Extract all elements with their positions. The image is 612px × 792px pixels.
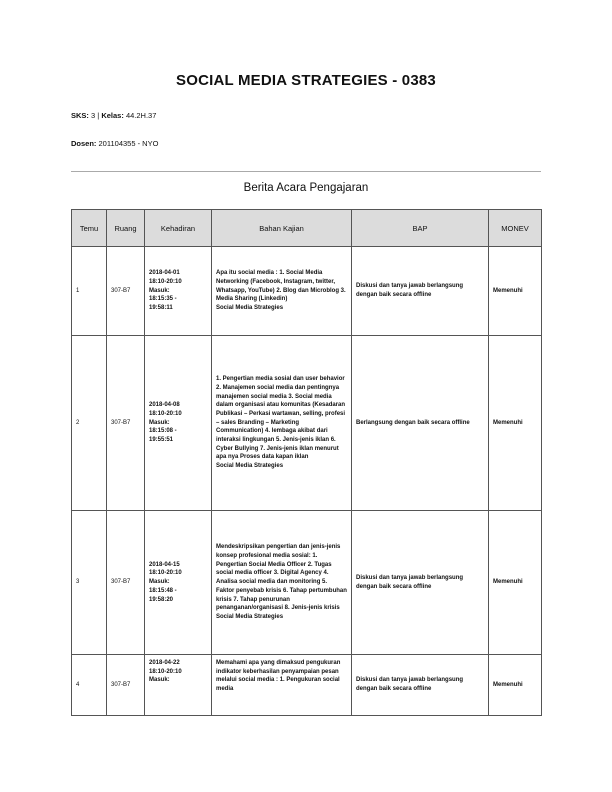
sks-value: 3 (91, 111, 96, 120)
table-row (72, 247, 542, 336)
attendance-schedule: 18:10-20:10 (149, 668, 182, 675)
cell-bap: Diskusi dan tanya jawab berlangsung dengan baik secara offline (352, 511, 489, 655)
cell-monev: Memenuhi (489, 247, 542, 336)
attendance-date: 2018-04-08 (149, 402, 180, 409)
separator: | (97, 111, 100, 120)
cell-ruang: 307-B7 (107, 247, 145, 336)
cell-temu: 1 (72, 247, 107, 336)
dosen-label: Dosen: (71, 139, 97, 148)
cell-ruang: 307-B7 (107, 655, 145, 716)
cell-bap: Diskusi dan tanya jawab berlangsung dengan baik secara offline (352, 655, 489, 716)
attendance-out: 19:58:20 (149, 596, 174, 603)
cell-bap: Diskusi dan tanya jawab berlangsung dengan baik secara offline (352, 247, 489, 336)
divider (71, 171, 541, 172)
header-ruang: Ruang (107, 210, 145, 247)
cell-bahan-kajian (212, 655, 352, 716)
attendance-schedule: 18:10-20:10 (149, 278, 182, 285)
kajian-text: Memahami apa yang dimaksud pengukuran indikator keberhasilan penyampaian pesan melalui social media : 1. Pengukuran social media (216, 660, 341, 693)
lecturer-meta (71, 139, 158, 148)
cell-temu: 2 (72, 336, 107, 511)
table-row (72, 511, 542, 655)
cell-kehadiran (145, 336, 212, 511)
cell-monev: Memenuhi (489, 511, 542, 655)
header-temu: Temu (72, 210, 107, 247)
attendance-label: Masuk: (149, 419, 170, 426)
attendance-out: 19:55:51 (149, 437, 174, 444)
section-title: Berita Acara Pengajaran (243, 182, 369, 194)
attendance-schedule: 18:10-20:10 (149, 410, 182, 417)
kajian-text: 1. Pengertian media sosial dan user behavior 2. Manajemen social media dan pentingnya manajemen social media 3. Social media dalam organisasi atau komunitas (Kesadaran Publikasi – Perkasi wartawan, selling, profesi – sales Branding – Marketing Communication) 4. lembaga akibat dari interaksi lingkungan 5. Jenis-jenis iklan 6. Cyber Bullying 7. Jenis-jenis iklan menurut apa nya Proses data kapan iklan (216, 376, 346, 461)
cell-monev: Memenuhi (489, 655, 542, 716)
attendance-in: 18:15:35 - (149, 296, 177, 303)
attendance-label: Masuk: (149, 677, 170, 684)
cell-bahan-kajian (212, 247, 352, 336)
attendance-out: 19:58:11 (149, 305, 173, 312)
attendance-date: 2018-04-01 (149, 270, 180, 277)
cell-kehadiran (145, 511, 212, 655)
course-meta (71, 111, 156, 120)
kajian-clip (216, 659, 347, 694)
cell-bahan-kajian (212, 511, 352, 655)
dosen-value: 201104355 - NYO (98, 139, 159, 148)
header-monev: MONEV (489, 210, 542, 247)
header-kehadiran: Kehadiran (145, 210, 212, 247)
cell-ruang: 307-B7 (107, 511, 145, 655)
table-header-row (72, 210, 542, 247)
page-title: SOCIAL MEDIA STRATEGIES - 0383 (176, 72, 436, 89)
kajian-text: Apa itu social media : 1. Social Media Networking (Facebook, Instagram, twitter, Whatsapp, YouTube) 2. Blog dan Microblog 3. Media Sharing (Linkedin) (216, 270, 346, 303)
attendance-date: 2018-04-15 (149, 561, 180, 568)
kajian-course: Social Media Strategies (216, 305, 284, 312)
attendance-schedule: 18:10-20:10 (149, 570, 182, 577)
attendance-date: 2018-04-22 (149, 660, 180, 666)
cell-ruang: 307-B7 (107, 336, 145, 511)
cell-bap: Berlangsung dengan baik secara offline (352, 336, 489, 511)
cell-temu: 4 (72, 655, 107, 716)
cell-kehadiran (145, 655, 212, 716)
kajian-text: Mendeskripsikan pengertian dan jenis-jenis konsep profesional media sosial: 1. Pengertian Social Media Officer 2. Tugas social media officer 3. Digital Agency 4. Analisa social media dan monitoring 5. Faktor penyebab krisis 6. Tahap pertumbuhan krisis 7. Tahap penurunan penanganan/organisasi 8. Jenis-jenis krisis (216, 544, 347, 612)
cell-kehadiran (145, 247, 212, 336)
header-bahan-kajian: Bahan Kajian (212, 210, 352, 247)
cell-temu: 3 (72, 511, 107, 655)
table-row (72, 655, 542, 716)
attendance-in: 18:15:48 - (149, 587, 177, 594)
cell-bahan-kajian (212, 336, 352, 511)
attendance-label: Masuk: (149, 579, 170, 586)
kelas-label: Kelas: (101, 111, 124, 120)
header-bap: BAP (352, 210, 489, 247)
kajian-course: Social Media Strategies (216, 463, 284, 470)
attendance-label: Masuk: (149, 287, 170, 294)
kelas-value: 44.2H.37 (125, 111, 157, 120)
cell-monev: Memenuhi (489, 336, 542, 511)
sks-label: SKS: (71, 111, 89, 120)
bap-table (71, 209, 542, 716)
table-row (72, 336, 542, 511)
kajian-course: Social Media Strategies (216, 613, 284, 620)
attendance-in: 18:15:08 - (149, 428, 177, 435)
